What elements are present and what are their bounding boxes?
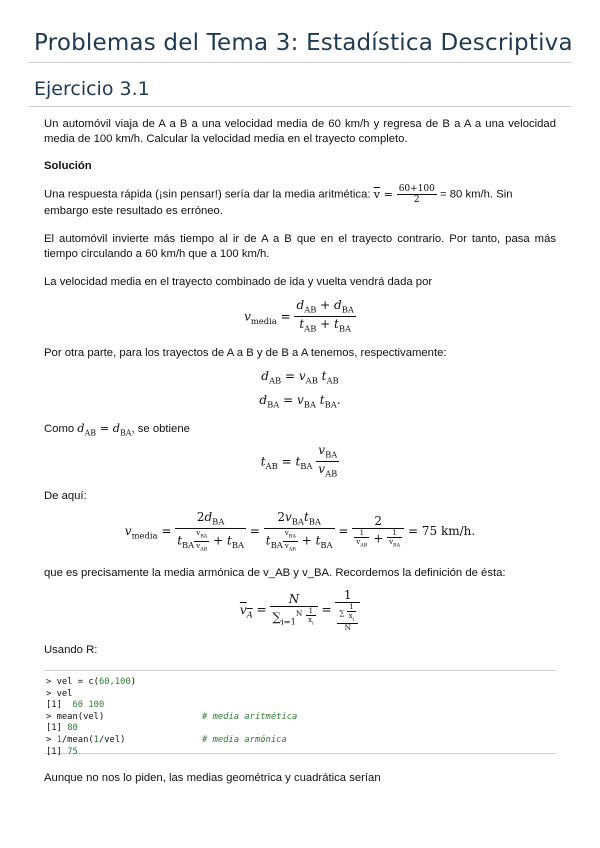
code-line: > vel <box>46 688 73 699</box>
paragraph-other-means: Aunque no nos lo piden, las medias geométrica y cuadrática serían <box>44 772 381 784</box>
exercise-divider <box>28 106 572 107</box>
como-tail: , se obtiene <box>131 423 190 435</box>
code-comment: # media aritmética <box>202 711 298 722</box>
title-divider <box>28 62 572 63</box>
equation-dab: $d_{AB} = v_{AB}$ $t_{AB}$ <box>261 369 339 386</box>
solution-heading: Solución <box>44 160 92 172</box>
equation-dba: $d_{BA} = v_{BA}$ $t_{BA}$. <box>259 393 341 410</box>
code-line: [1] 80 <box>46 723 78 734</box>
paragraph-time: El automóvil invierte más tiempo al ir de A a B que en el trayecto contrario. Por tanto, pasa más tiempo circulando a 60 km/h que a 100 km/h. <box>44 233 556 260</box>
problem-statement: Un automóvil viaja de A a B a una velocidad media de 60 km/h y regresa de B a A a una velocidad media de 100 km/h. Calcular la velocidad media en el trayecto completo. <box>44 118 556 145</box>
code-comment: # media armónica <box>202 734 287 745</box>
paragraph-usando-r: Usando R: <box>44 644 98 656</box>
paragraph-trayectos: Por otra parte, para los trayectos de A a B y de B a A tenemos, respectivamente: <box>44 347 447 359</box>
equation-tab: $t_{AB} = t_{BA}$ $\frac{v_{BA}}{v_{AB}}$ <box>260 443 338 479</box>
r-code-block <box>44 670 556 757</box>
paragraph-quick-answer <box>44 184 556 205</box>
code-line: [1] 75 <box>46 746 78 757</box>
quick-answer-text: Una respuesta rápida (¡sin pensar!) sería dar la media aritmética: <box>44 188 371 201</box>
code-line: [1] 60 100 <box>46 700 105 711</box>
equality-d: $d_{AB} = d_{BA}$ <box>77 422 132 438</box>
equation-vmedia-expanded: $v_{media}$ = $2d_{BA}$ $t_{BA}$ $\frac{v_{BA}}{v_{AB}}$ + $t_{BA}$ = $2v_{BA}t_{BA}$ $t_{BA}$ $\frac{v_{BA}}{v_{AB}}$ + $t_{BA}$ = 2 $\frac{1}{v_{AB}}$ + $\frac{1}{v_{BA}}$ = 75 km/h. <box>124 510 476 553</box>
equation-harmonic-mean: $v_A$ = N $\sum_{i=1}^N$ $\frac{1}{x_i}$ = 1 ∑ $\frac{1}{x_i}$ N <box>44 588 556 632</box>
equation-vmedia: $v_{media}$ = $\frac{d_{AB} + d_{BA}}{t_{AB} + t_{BA}}$ <box>244 298 354 334</box>
como-text: Como <box>44 423 75 435</box>
paragraph-de-aqui: De aquí: <box>44 490 87 502</box>
paragraph-combined: La velocidad media en el trayecto combinado de ida y vuelta vendrá dada por <box>44 276 433 288</box>
mean-formula: $\overline{v}$ = $\frac{60+100}{2}$ <box>373 184 435 205</box>
code-line: > mean(vel) # media aritmética <box>46 711 298 722</box>
quick-answer-result: = 80 km/h. Sin <box>440 188 513 201</box>
code-line: > vel = c(60,100) <box>46 677 137 687</box>
quick-answer-tail: embargo este resultado es erróneo. <box>44 205 223 217</box>
paragraph-harmonic: que es precisamente la media armónica de v_AB y v_BA. Recordemos la definición de ésta: <box>44 567 506 579</box>
paragraph-como <box>44 421 556 440</box>
exercise-title: Ejercicio 3.1 <box>34 78 150 100</box>
page-title: Problemas del Tema 3: Estadística Descriptiva <box>34 30 573 56</box>
code-line: > 1/mean(1/vel) # media armónica <box>46 734 287 745</box>
